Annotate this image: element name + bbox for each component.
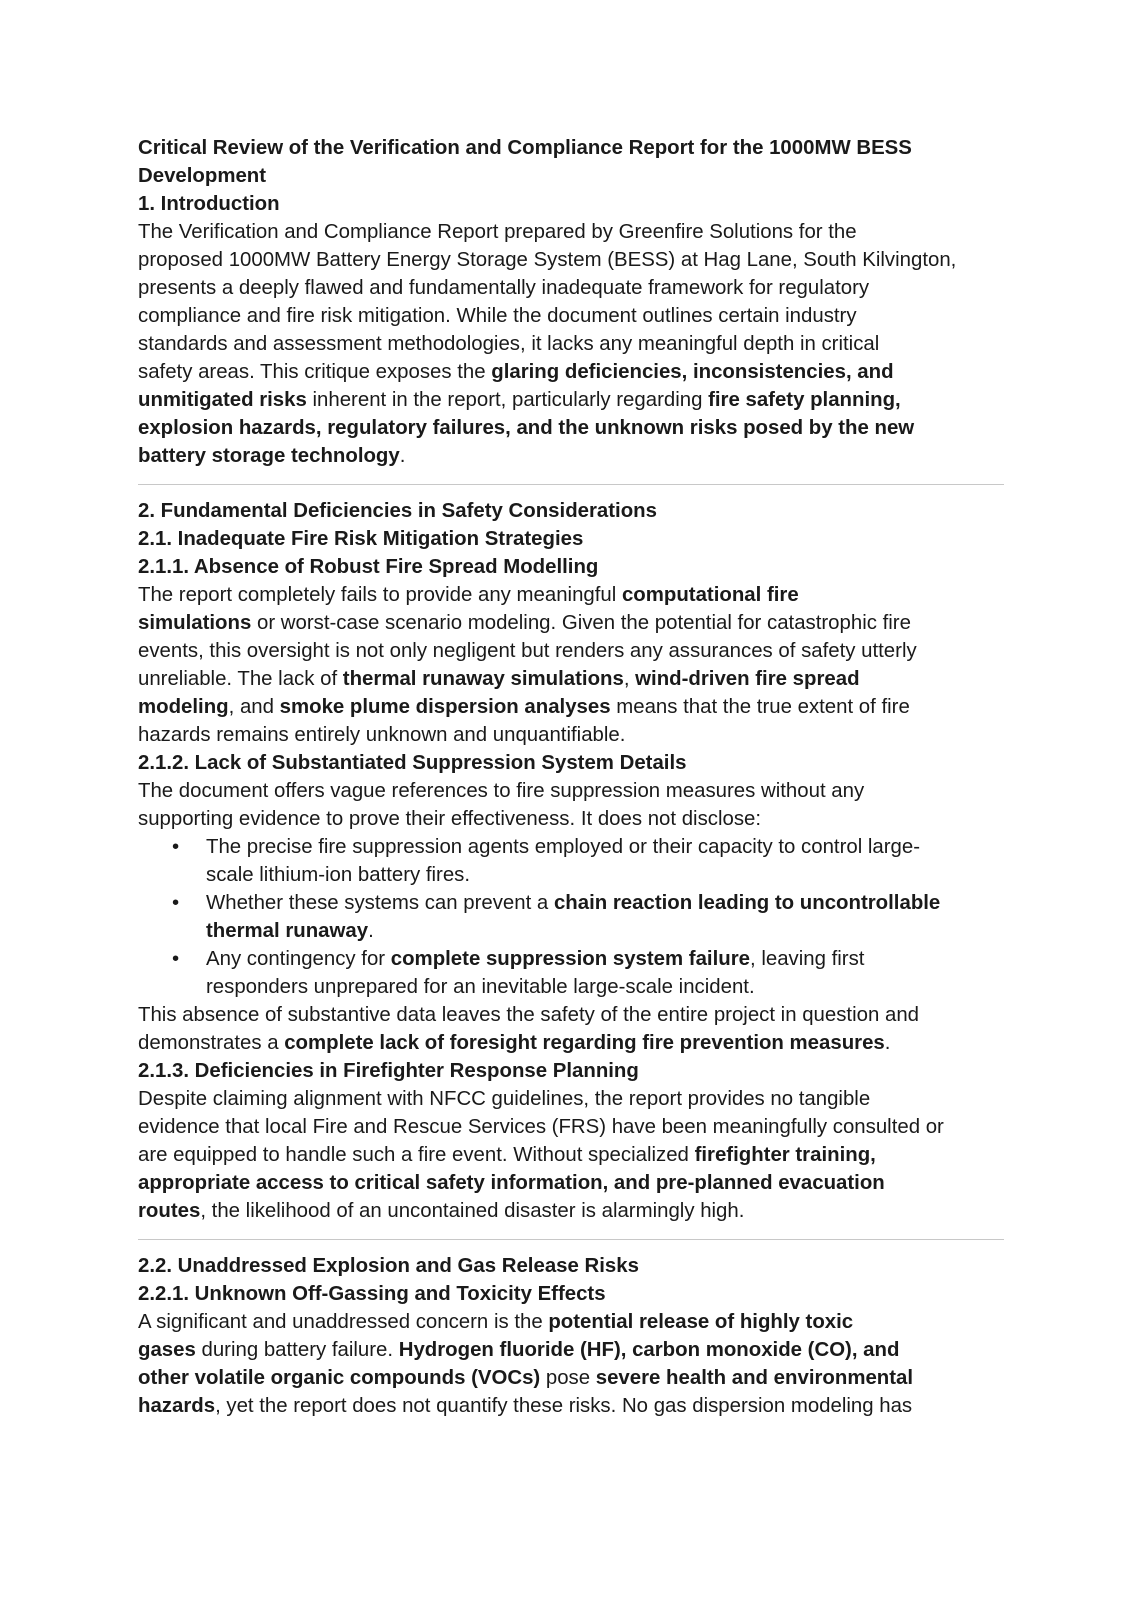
section-2-1-3-paragraph	[138, 1085, 1004, 1225]
text-run: are equipped to handle such a fire event. Without specialized	[138, 1144, 695, 1166]
section-2-2-1-paragraph	[138, 1308, 1004, 1420]
text-line	[138, 1308, 1004, 1336]
list-item	[138, 945, 1004, 1001]
text-line	[138, 358, 1004, 386]
bold-text: severe health and environmental	[595, 1367, 914, 1389]
text-line	[138, 1113, 1004, 1141]
text-run: The report completely fails to provide any meaningful	[138, 584, 622, 606]
text-line	[138, 693, 1004, 721]
section-2-1-2-heading: 2.1.2. Lack of Substantiated Suppression System Details	[138, 752, 687, 774]
bold-text: potential release of highly toxic	[548, 1311, 854, 1333]
bold-text: complete lack of foresight regarding fire prevention measures	[284, 1032, 885, 1054]
doc-title-line-2: Development	[138, 165, 267, 187]
text-run: during battery failure.	[195, 1339, 399, 1361]
text-run: ,	[623, 668, 636, 690]
text-run: .	[368, 920, 374, 942]
text-run: compliance and fire risk mitigation. While the document outlines certain industry	[138, 305, 857, 327]
text-run: .	[884, 1032, 891, 1054]
section-2-1-2-conclusion	[138, 1001, 1004, 1057]
text-run: This absence of substantive data leaves the safety of the entire project in question and	[138, 1004, 919, 1026]
bold-text: routes	[138, 1200, 201, 1222]
intro-paragraph	[138, 218, 1004, 470]
text-run: safety areas. This critique exposes the	[138, 361, 492, 383]
text-run: , leaving first	[750, 948, 865, 970]
text-run: evidence that local Fire and Rescue Services (FRS) have been meaningfully consulted or	[138, 1116, 944, 1138]
text-run: means that the true extent of fire	[610, 696, 910, 718]
bold-text: unmitigated risks	[138, 389, 307, 411]
bold-text: complete suppression system failure	[390, 948, 750, 970]
bullet-icon: •	[172, 948, 180, 970]
text-run: proposed 1000MW Battery Energy Storage System (BESS) at Hag Lane, South Kilvington,	[138, 249, 957, 271]
text-run: Despite claiming alignment with NFCC guidelines, the report provides no tangible	[138, 1088, 871, 1110]
bold-text: chain reaction leading to uncontrollable	[553, 892, 941, 914]
text-line	[206, 945, 1004, 973]
bold-text: firefighter training,	[694, 1144, 876, 1166]
text-line	[138, 1197, 1004, 1225]
text-run: or worst-case scenario modeling. Given the potential for catastrophic fire	[251, 612, 911, 634]
text-line	[138, 1392, 1004, 1420]
text-run: pose	[540, 1367, 596, 1389]
bold-text: modeling	[138, 696, 229, 718]
bold-text: Hydrogen fluoride (HF), carbon monoxide (CO), and	[398, 1339, 900, 1361]
text-run: presents a deeply flawed and fundamentally inadequate framework for regulatory	[138, 277, 870, 299]
text-run: Whether these systems can prevent a	[206, 892, 554, 914]
section-2-1-heading: 2.1. Inadequate Fire Risk Mitigation Strategies	[138, 528, 584, 550]
text-line	[138, 1141, 1004, 1169]
bold-text: computational fire	[621, 584, 799, 606]
bold-text: glaring deficiencies, inconsistencies, and	[491, 361, 894, 383]
text-line	[138, 1085, 1004, 1113]
text-run: demonstrates a	[138, 1032, 285, 1054]
text-run: scale lithium-ion battery fires.	[206, 864, 471, 886]
text-line	[138, 386, 1004, 414]
bold-text: other volatile organic compounds (VOCs)	[138, 1367, 541, 1389]
bold-text: smoke plume dispersion analyses	[279, 696, 611, 718]
text-run: A significant and unaddressed concern is the	[138, 1311, 549, 1333]
text-run: hazards remains entirely unknown and unquantifiable.	[138, 724, 626, 746]
bold-text: battery storage technology	[138, 445, 400, 467]
text-line	[138, 442, 1004, 470]
text-run: unreliable. The lack of	[138, 668, 343, 690]
text-line	[138, 274, 1004, 302]
text-line	[138, 1029, 1004, 1057]
bullet-list	[138, 833, 1004, 1001]
bold-text: fire safety planning,	[708, 389, 901, 411]
bold-text: gases	[138, 1339, 196, 1361]
text-run: The Verification and Compliance Report prepared by Greenfire Solutions for the	[138, 221, 857, 243]
text-line	[206, 861, 1004, 889]
text-line	[138, 246, 1004, 274]
section-2-1-2-paragraph	[138, 777, 1004, 833]
text-line	[206, 917, 1004, 945]
text-line	[138, 218, 1004, 246]
section-divider	[138, 484, 1004, 485]
text-line	[138, 665, 1004, 693]
section-2-heading: 2. Fundamental Deficiencies in Safety Considerations	[138, 500, 657, 522]
text-line	[206, 973, 1004, 1001]
text-run: supporting evidence to prove their effectiveness. It does not disclose:	[138, 808, 762, 830]
bold-text: hazards	[138, 1395, 216, 1417]
section-2-1-3-heading: 2.1.3. Deficiencies in Firefighter Response Planning	[138, 1060, 639, 1082]
text-line	[138, 414, 1004, 442]
section-2-2-heading: 2.2. Unaddressed Explosion and Gas Release Risks	[138, 1255, 639, 1277]
text-line	[138, 805, 1004, 833]
section-divider-2	[138, 1239, 1004, 1240]
text-run: The precise fire suppression agents employed or their capacity to control large-	[206, 836, 921, 858]
text-run: .	[399, 445, 406, 467]
intro-heading: 1. Introduction	[138, 193, 280, 215]
text-line	[138, 330, 1004, 358]
text-line	[206, 833, 1004, 861]
text-line	[138, 721, 1004, 749]
text-run: inherent in the report, particularly regarding	[306, 389, 709, 411]
section-2-1-1-heading: 2.1.1. Absence of Robust Fire Spread Modelling	[138, 556, 599, 578]
bullet-icon: •	[172, 836, 180, 858]
doc-title-line-1: Critical Review of the Verification and Compliance Report for the 1000MW BESS	[138, 137, 912, 159]
document-page	[138, 134, 1004, 1420]
text-run: , yet the report does not quantify these risks. No gas dispersion modeling has	[215, 1395, 913, 1417]
bold-text: wind-driven fire spread	[635, 668, 860, 690]
bold-text: thermal runaway simulations	[342, 668, 624, 690]
text-line	[138, 609, 1004, 637]
bold-text: thermal runaway	[206, 920, 369, 942]
bold-text: appropriate access to critical safety information, and pre-planned evacuation	[138, 1172, 885, 1194]
text-line	[138, 1336, 1004, 1364]
text-run: events, this oversight is not only negligent but renders any assurances of safety utterly	[138, 640, 917, 662]
text-run: , and	[228, 696, 280, 718]
bold-text: simulations	[138, 612, 252, 634]
section-2-2-1-heading: 2.2.1. Unknown Off-Gassing and Toxicity Effects	[138, 1283, 606, 1305]
section-2-1-1-paragraph	[138, 581, 1004, 749]
text-run: responders unprepared for an inevitable large-scale incident.	[206, 976, 755, 998]
bullet-icon: •	[172, 892, 180, 914]
text-line	[206, 889, 1004, 917]
text-run: Any contingency for	[206, 948, 391, 970]
text-run: standards and assessment methodologies, it lacks any meaningful depth in critical	[138, 333, 880, 355]
text-run: , the likelihood of an uncontained disaster is alarmingly high.	[200, 1200, 745, 1222]
list-item	[138, 833, 1004, 889]
text-run: The document offers vague references to fire suppression measures without any	[138, 780, 865, 802]
text-line	[138, 1169, 1004, 1197]
text-line	[138, 637, 1004, 665]
text-line	[138, 302, 1004, 330]
text-line	[138, 777, 1004, 805]
text-line	[138, 1001, 1004, 1029]
bold-text: explosion hazards, regulatory failures, and the unknown risks posed by the new	[138, 417, 915, 439]
text-line	[138, 581, 1004, 609]
list-item	[138, 889, 1004, 945]
text-line	[138, 1364, 1004, 1392]
